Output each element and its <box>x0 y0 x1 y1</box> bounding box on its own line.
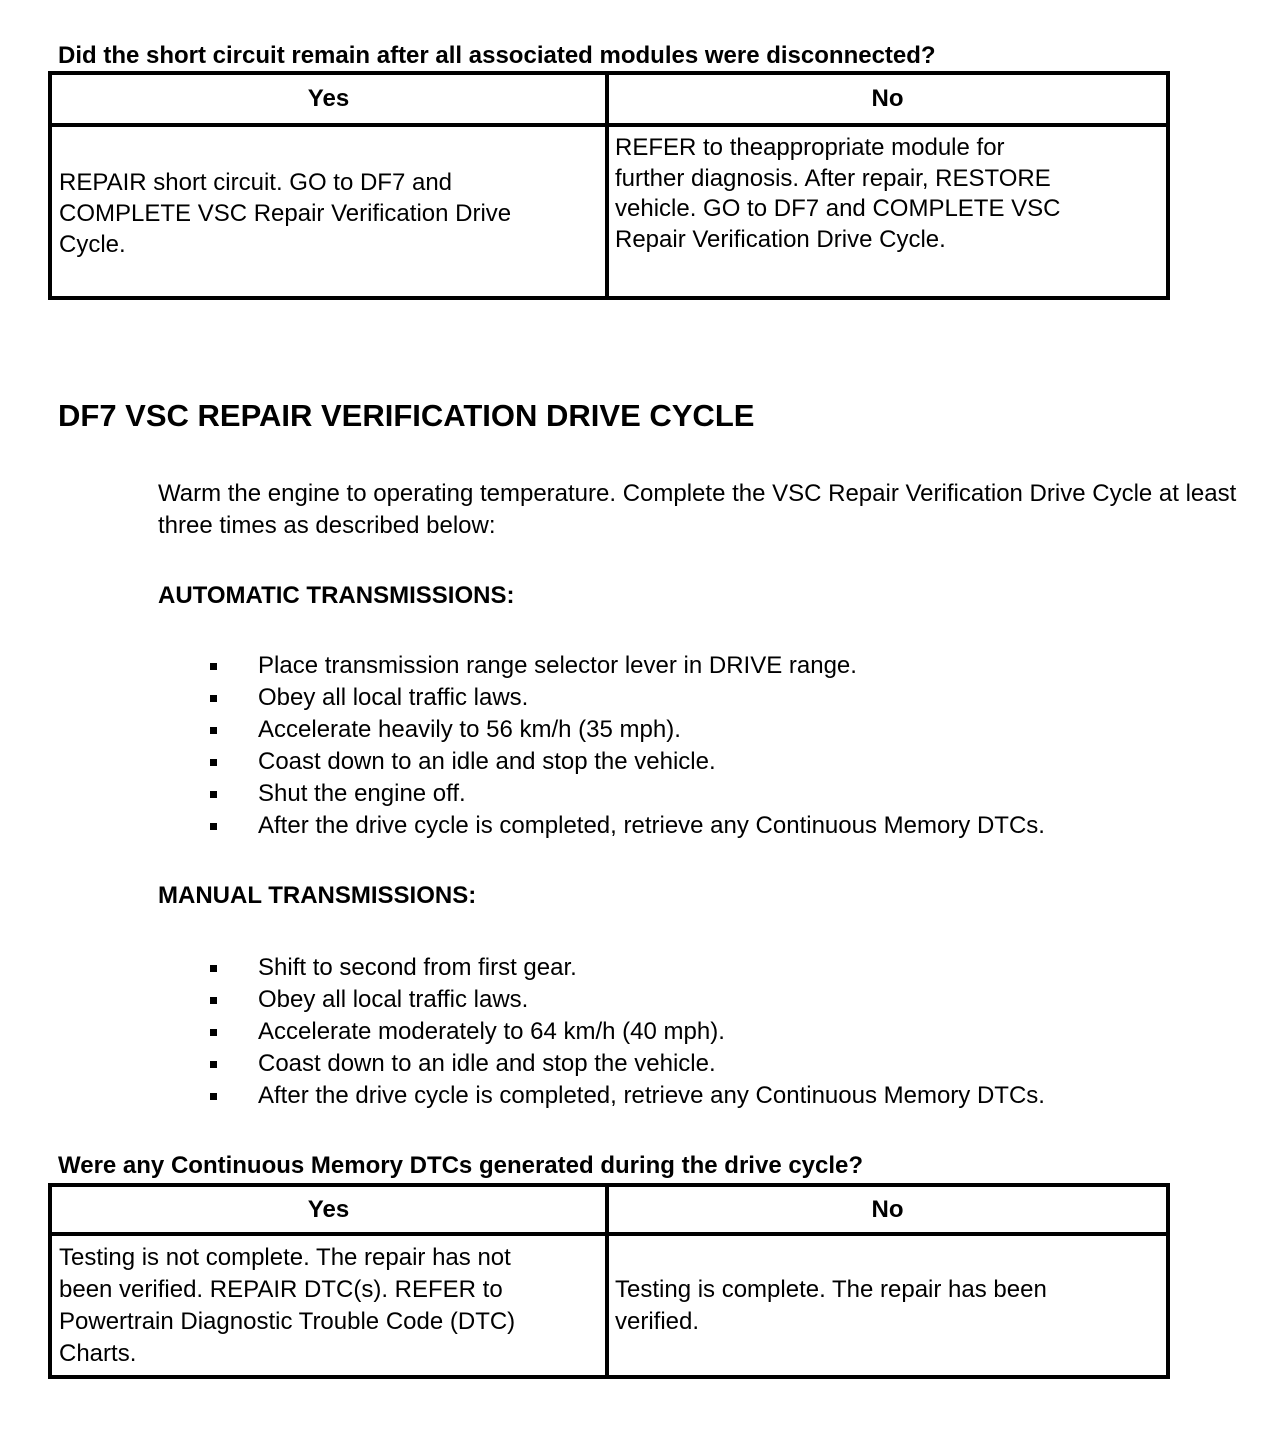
no-line: Testing is complete. The repair has been <box>615 1275 1047 1303</box>
yes-line: COMPLETE VSC Repair Verification Drive <box>59 200 512 227</box>
bullet-icon <box>210 791 217 798</box>
list-item <box>210 650 1045 682</box>
yes-line: REPAIR short circuit. GO to DF7 and <box>59 169 453 196</box>
automatic-steps-list <box>210 650 1045 842</box>
step-text: Shut the engine off. <box>258 780 466 807</box>
header-yes: Yes <box>52 1187 609 1232</box>
step-text: Obey all local traffic laws. <box>258 684 529 711</box>
step-text: Place transmission range selector lever in DRIVE range. <box>258 652 857 679</box>
bullet-icon <box>210 727 217 734</box>
list-item <box>210 778 1045 810</box>
list-item <box>210 1048 1045 1080</box>
no-line: further diagnosis. After repair, RESTORE <box>615 164 1051 192</box>
header-no: No <box>871 1195 904 1223</box>
bullet-icon <box>210 1029 217 1036</box>
step-text: Accelerate heavily to 56 km/h (35 mph). <box>258 716 681 743</box>
step-text: Coast down to an idle and stop the vehicle. <box>258 748 716 775</box>
table-body-row <box>52 127 1166 296</box>
step-text: After the drive cycle is completed, retrieve any Continuous Memory DTCs. <box>258 812 1045 839</box>
page-title: DF7 VSC REPAIR VERIFICATION DRIVE CYCLE <box>58 398 755 433</box>
bullet-icon <box>210 663 217 670</box>
yes-cell <box>52 1236 609 1375</box>
header-yes: Yes <box>52 75 609 123</box>
no-cell <box>609 127 1166 296</box>
no-line: REFER to theappropriate module for <box>615 134 1005 161</box>
list-item <box>210 984 1045 1016</box>
manual-steps-list <box>210 952 1045 1112</box>
yes-line: Charts. <box>59 1339 137 1367</box>
list-item <box>210 1080 1045 1112</box>
no-line: verified. <box>615 1307 700 1335</box>
bullet-icon <box>210 823 217 830</box>
manual-heading: MANUAL TRANSMISSIONS: <box>158 882 477 909</box>
yes-line: been verified. REPAIR DTC(s). REFER to <box>59 1275 503 1303</box>
step-text: Accelerate moderately to 64 km/h (40 mph). <box>258 1018 725 1045</box>
dtc-result-table <box>48 1183 1170 1379</box>
step-text: Shift to second from first gear. <box>258 954 577 981</box>
list-item <box>210 746 1045 778</box>
yes-line: Powertrain Diagnostic Trouble Code (DTC) <box>59 1307 516 1335</box>
no-line: Repair Verification Drive Cycle. <box>615 225 946 253</box>
bullet-icon <box>210 1061 217 1068</box>
bullet-icon <box>210 997 217 1004</box>
list-item <box>210 1016 1045 1048</box>
step-text: Coast down to an idle and stop the vehicle. <box>258 1050 716 1077</box>
no-cell <box>609 1236 1166 1375</box>
automatic-heading: AUTOMATIC TRANSMISSIONS: <box>158 582 515 609</box>
header-no: No <box>871 85 904 112</box>
table-body-row <box>52 1236 1166 1375</box>
yes-cell <box>52 127 609 296</box>
short-circuit-question: Did the short circuit remain after all associated modules were disconnected? <box>58 42 936 69</box>
dtc-question: Were any Continuous Memory DTCs generated during the drive cycle? <box>58 1152 864 1179</box>
step-text: Obey all local traffic laws. <box>258 986 529 1013</box>
bullet-icon <box>210 965 217 972</box>
list-item <box>210 682 1045 714</box>
bullet-icon <box>210 695 217 702</box>
intro-paragraph: Warm the engine to operating temperature. Complete the VSC Repair Verification Drive Cycle at least three times as described below: <box>158 480 1237 539</box>
bullet-icon <box>210 759 217 766</box>
yes-line: Cycle. <box>59 231 126 258</box>
step-text: After the drive cycle is completed, retrieve any Continuous Memory DTCs. <box>258 1082 1045 1109</box>
short-circuit-table <box>48 71 1170 300</box>
list-item <box>210 714 1045 746</box>
list-item <box>210 810 1045 842</box>
list-item <box>210 952 1045 984</box>
no-line: vehicle. GO to DF7 and COMPLETE VSC <box>615 195 1061 222</box>
yes-line: Testing is not complete. The repair has not <box>59 1243 511 1271</box>
bullet-icon <box>210 1093 217 1100</box>
table-header-row <box>52 75 1166 127</box>
table-header-row <box>52 1187 1166 1236</box>
